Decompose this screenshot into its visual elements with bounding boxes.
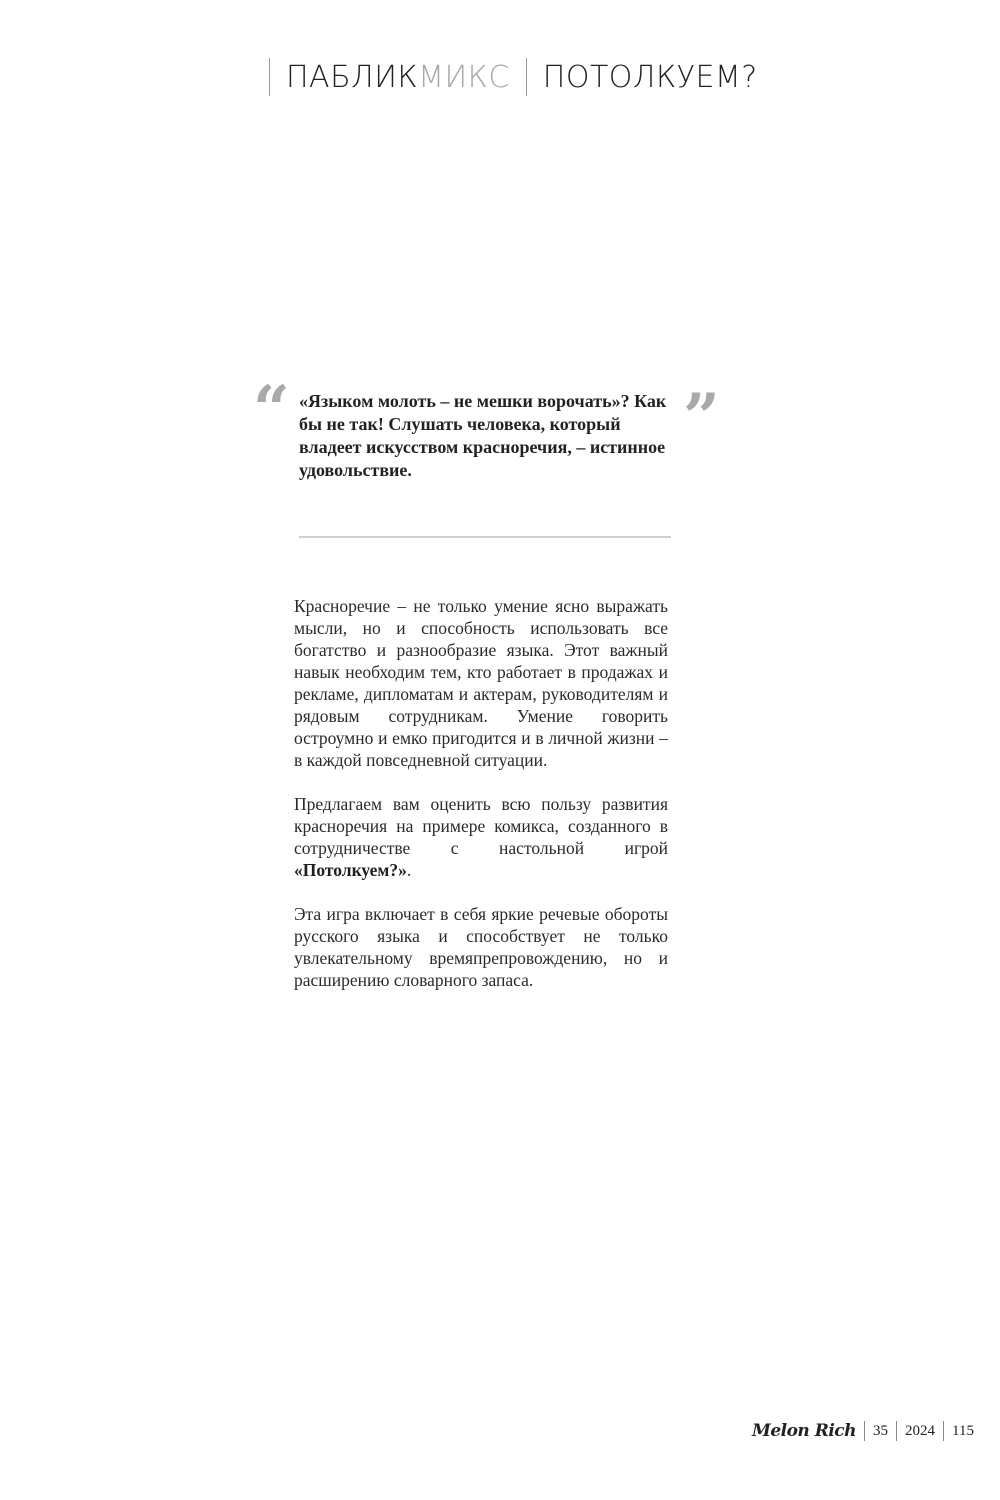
game-title: «Потолкуем?» (294, 860, 407, 880)
paragraph-2-end: . (406, 860, 412, 880)
paragraph-3: Эта игра включает в себя яркие речевые обороты русского языка и способствует не только увлекательному времяпрепровождению, но и расширению словарного запаса. (294, 904, 668, 990)
issue-year: 2024 (905, 1422, 936, 1439)
quote-divider (299, 536, 671, 538)
section-name-strong: ПАБЛИК (286, 59, 419, 95)
issue-number: 35 (873, 1422, 889, 1439)
paragraph-2-text: Предлагаем вам оценить всю пользу развития красноречия на примере комикса, созданного в сотрудничестве с настольной игрой (294, 794, 668, 858)
paragraph-2 (294, 793, 668, 881)
magazine-logo: Melon Rich (752, 1421, 857, 1441)
section-name-light: МИКС (418, 59, 510, 95)
page-footer (752, 1418, 982, 1444)
open-quote-icon: “ (253, 372, 290, 447)
article-title: ПОТОЛКУЕМ? (542, 59, 758, 95)
close-quote-icon: ” (683, 380, 720, 455)
pull-quote: «Языком молоть – не мешки ворочать»? Как бы не так! Слушать человека, который владеет искусством красноречия, – истинное удовольствие. (299, 391, 667, 480)
page-number: 115 (952, 1422, 974, 1439)
article-body (294, 595, 668, 1013)
paragraph-1: Красноречие – не только умение ясно выражать мысли, но и способность использовать все богатство и разнообразие языка. Этот важный навык необходим тем, кто работает в продажах и рекламе, дипломатам и актерам, руководителям и рядовым сотрудникам. Умение говорить остроумно и емко пригодится и в личной жизни – в каждой повседневной ситуации. (294, 596, 668, 770)
page-header (269, 58, 758, 96)
